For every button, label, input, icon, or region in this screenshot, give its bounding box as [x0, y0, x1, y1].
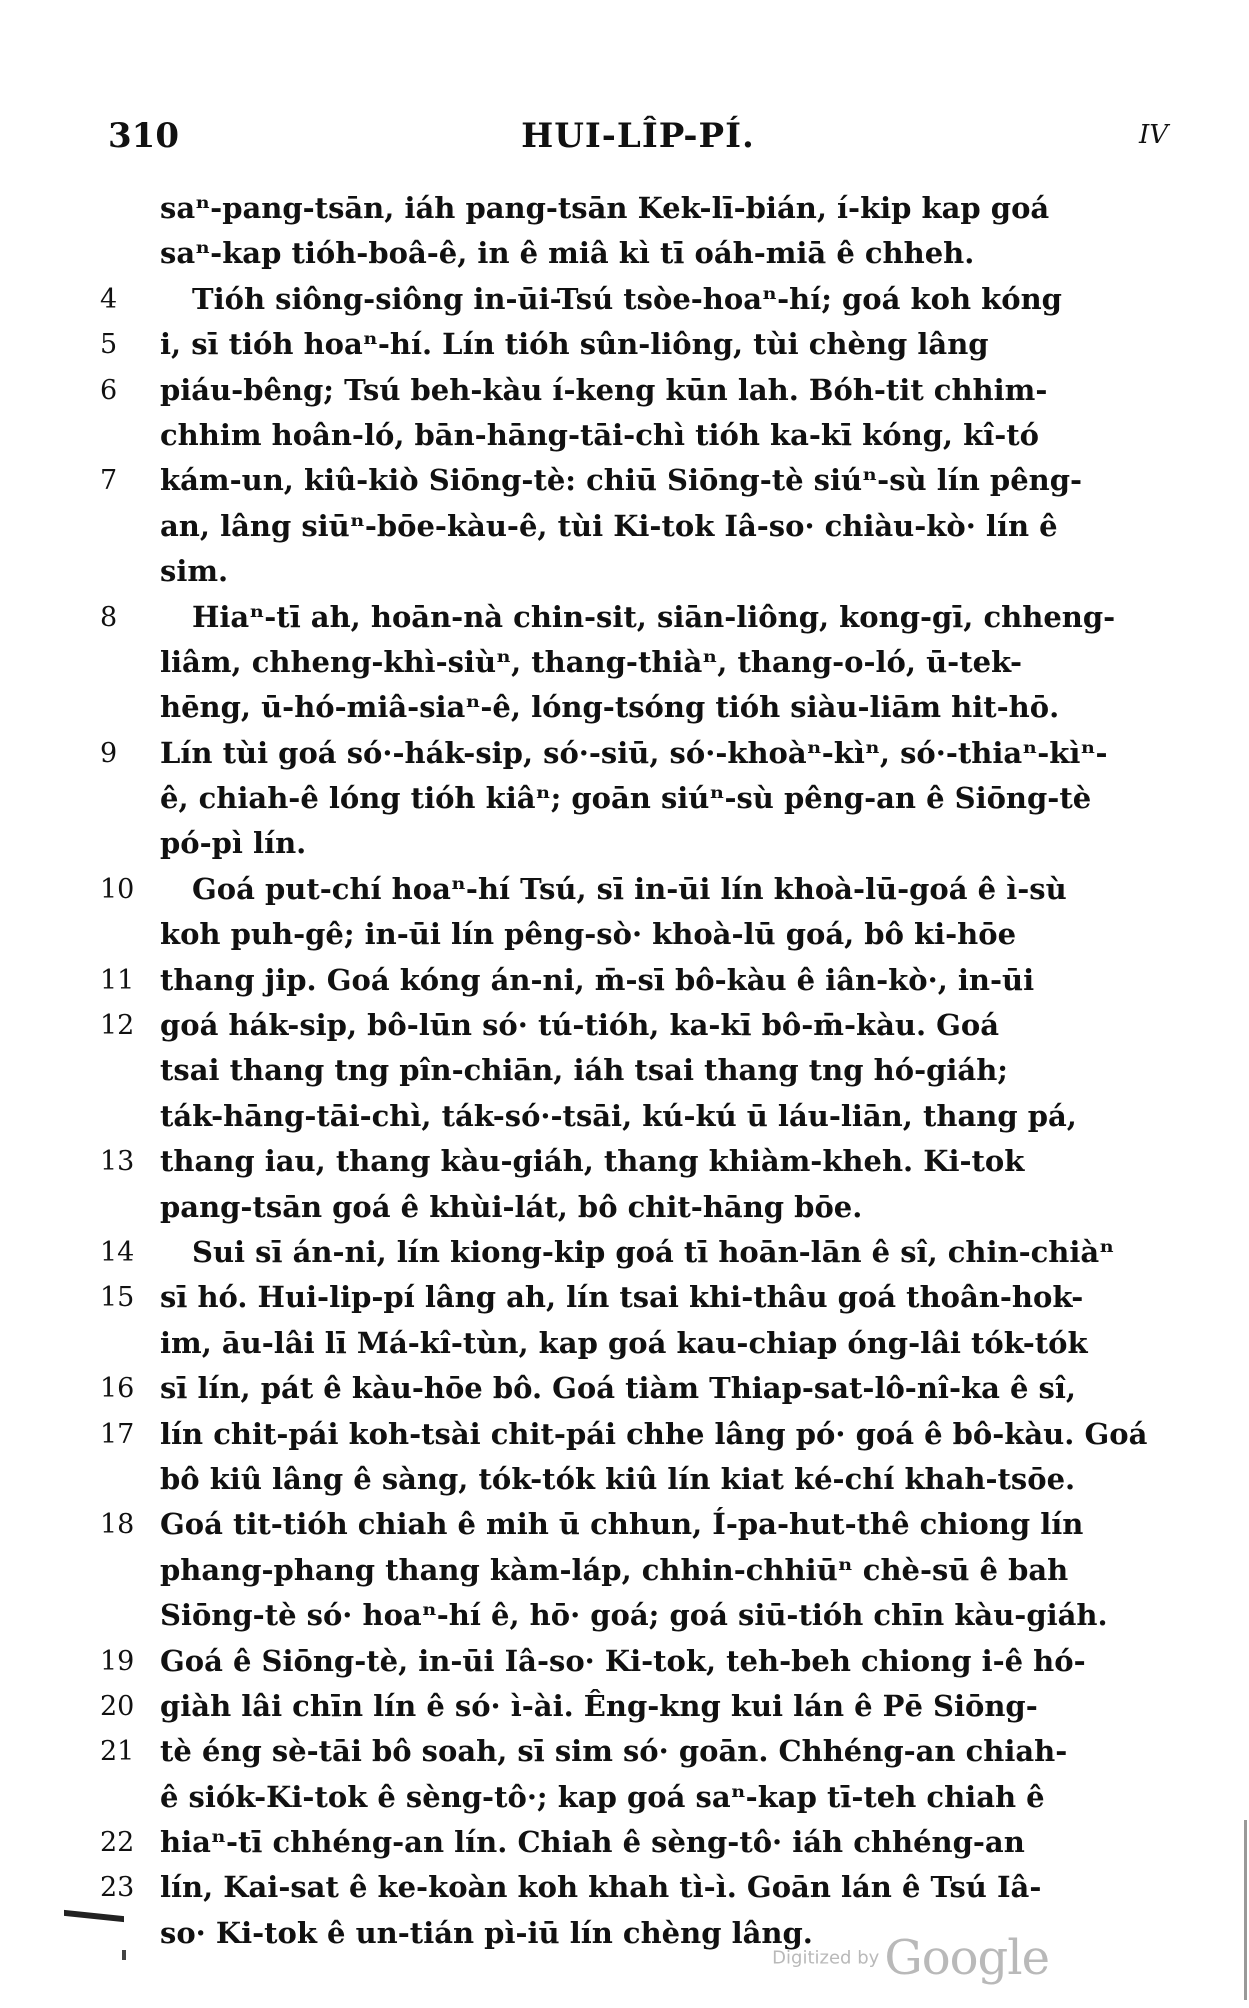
line-text: tè éng sè-tāi bô soah, sī sim só· goān. Chhéng-an chiah-: [160, 1734, 1068, 1769]
line-text: lín chit-pái koh-tsài chit-pái chhe lâng pó· goá ê bô-kàu. Goá: [160, 1416, 1148, 1451]
line-text: Siōng-tè só· hoaⁿ-hí ê, hō· goá; goá siū-tióh chīn kàu-giáh.: [160, 1598, 1108, 1633]
verse-number: 23: [100, 1872, 135, 1904]
text-line: [100, 322, 1180, 367]
text-line: [100, 1275, 1180, 1320]
text-line: [100, 1321, 1180, 1366]
line-text: pang-tsān goá ê khùi-lát, bô chit-hāng bōe.: [160, 1189, 863, 1224]
text-line: [100, 1230, 1180, 1275]
text-line: [100, 1775, 1180, 1820]
verse-number: 21: [100, 1736, 135, 1768]
line-text: phang-phang thang kàm-láp, chhin-chhiūⁿ chè-sū ê bah: [160, 1552, 1069, 1587]
digitization-watermark: [772, 1930, 1049, 1986]
line-text: piáu-bêng; Tsú beh-kàu í-keng kūn lah. Bóh-tit chhim-: [160, 372, 1048, 407]
page-edge: [1244, 1820, 1247, 2000]
line-text: ê siók-Ki-tok ê sèng-tô·; kap goá saⁿ-kap tī-teh chiah ê: [160, 1779, 1045, 1814]
text-line: [100, 1048, 1180, 1093]
verse-number: 7: [100, 465, 118, 497]
line-text: ê, chiah-ê lóng tióh kiâⁿ; goān siúⁿ-sù pêng-an ê Siōng-tè: [160, 781, 1092, 816]
text-line: [100, 1003, 1180, 1048]
text-line: [100, 1412, 1180, 1457]
line-text: bô kiû lâng ê sàng, tók-tók kiû lín kiat ké-chí khah-tsōe.: [160, 1461, 1076, 1496]
line-text: Goá ê Siōng-tè, in-ūi Iâ-so· Ki-tok, teh-beh chiong i-ê hó-: [160, 1643, 1086, 1678]
text-line: [100, 776, 1180, 821]
line-text: an, lâng siūⁿ-bōe-kàu-ê, tùi Ki-tok Iâ-so· chiàu-kò· lín ê: [160, 508, 1058, 543]
line-text: goá hák-sip, bô-lūn só· tú-tióh, ka-kī bô-m̄-kàu. Goá: [160, 1008, 1000, 1043]
text-line: [100, 1548, 1180, 1593]
line-text: chhim hoân-ló, bān-hāng-tāi-chì tióh ka-kī kóng, kî-tó: [160, 417, 1040, 452]
verse-number: 16: [100, 1373, 135, 1405]
line-text: koh puh-gê; in-ūi lín pêng-sò· khoà-lū goá, bô ki-hōe: [160, 917, 1017, 952]
page-body: [100, 186, 1180, 1956]
text-line: [100, 595, 1180, 640]
google-logo: Google: [884, 1930, 1049, 1986]
text-line: [100, 458, 1180, 503]
text-line: [100, 1593, 1180, 1638]
line-text: hēng, ū-hó-miâ-siaⁿ-ê, lóng-tsóng tióh siàu-liām hit-hō.: [160, 690, 1060, 725]
line-text: Goá tit-tióh chiah ê mih ū chhun, Í-pa-hut-thê chiong lín: [160, 1507, 1084, 1542]
verse-number: 20: [100, 1690, 135, 1722]
text-line: [100, 413, 1180, 458]
line-text: i, sī tióh hoaⁿ-hí. Lín tióh sûn-liông, tùi chèng lâng: [160, 327, 989, 362]
text-line: [100, 1684, 1180, 1729]
digitized-by-label: Digitized by: [772, 1947, 880, 1969]
page-number: 310: [108, 116, 179, 156]
line-text: sī hó. Hui-lip-pí lâng ah, lín tsai khi-thâu goá thoân-hok-: [160, 1280, 1084, 1315]
chapter-number: IV: [1138, 120, 1168, 150]
verse-number: 9: [100, 737, 118, 769]
verse-number: 4: [100, 283, 118, 315]
verse-number: 12: [100, 1010, 135, 1042]
line-text: kám-un, kiû-kiò Siōng-tè: chiū Siōng-tè siúⁿ-sù lín pêng-: [160, 463, 1083, 498]
line-text: giàh lâi chīn lín ê só· ì-ài. Êng-kng kui lán ê Pē Siōng-: [160, 1688, 1038, 1723]
text-line: [100, 277, 1180, 322]
verse-number: 15: [100, 1282, 135, 1314]
line-text: tsai thang tng pîn-chiān, iáh tsai thang tng hó-giáh;: [160, 1053, 1008, 1088]
text-line: [100, 1639, 1180, 1684]
text-line: [100, 1865, 1180, 1910]
text-line: [100, 731, 1180, 776]
verse-number: 19: [100, 1645, 135, 1677]
margin-tick: [122, 1950, 126, 1960]
line-text: Hiaⁿ-tī ah, hoān-nà chin-sit, siān-liông, kong-gī, chheng-: [192, 599, 1116, 634]
text-line: [100, 958, 1180, 1003]
line-text: thang jip. Goá kóng án-ni, m̄-sī bô-kàu ê iân-kò·, in-ūi: [160, 962, 1035, 997]
verse-number: 11: [100, 964, 135, 996]
text-line: [100, 186, 1180, 231]
verse-number: 14: [100, 1236, 135, 1268]
line-text: sī lín, pát ê kàu-hōe bô. Goá tiàm Thiap-sat-lô-nî-ka ê sî,: [160, 1371, 1076, 1406]
line-text: Sui sī án-ni, lín kiong-kip goá tī hoān-lān ê sî, chin-chiàⁿ: [192, 1234, 1115, 1269]
text-line: [100, 368, 1180, 413]
text-line: [100, 549, 1180, 594]
line-text: lín, Kai-sat ê ke-koàn koh khah tì-ì. Goān lán ê Tsú Iâ-: [160, 1870, 1042, 1905]
text-line: [100, 504, 1180, 549]
verse-number: 13: [100, 1146, 135, 1178]
line-text: saⁿ-pang-tsān, iáh pang-tsān Kek-lī-bián, í-kip kap goá: [160, 191, 1050, 225]
line-text: ták-hāng-tāi-chì, ták-só·-tsāi, kú-kú ū láu-liān, thang pá,: [160, 1098, 1077, 1133]
line-text: thang iau, thang kàu-giáh, thang khiàm-kheh. Ki-tok: [160, 1144, 1025, 1179]
verse-number: 8: [100, 601, 118, 633]
line-text: im, āu-lâi lī Má-kî-tùn, kap goá kau-chiap óng-lâi tók-tók: [160, 1325, 1088, 1360]
verse-number: 17: [100, 1418, 135, 1450]
verse-number: 22: [100, 1827, 135, 1859]
line-text: pó-pì lín.: [160, 826, 307, 861]
line-text: hiaⁿ-tī chhéng-an lín. Chiah ê sèng-tô· iáh chhéng-an: [160, 1825, 1025, 1860]
page-header: [108, 116, 1168, 166]
text-line: [100, 867, 1180, 912]
line-text: liâm, chheng-khì-siùⁿ, thang-thiàⁿ, thang-o-ló, ū-tek-: [160, 644, 1022, 679]
text-line: [100, 1457, 1180, 1502]
verse-number: 6: [100, 374, 118, 406]
text-line: [100, 1820, 1180, 1865]
text-line: [100, 685, 1180, 730]
line-text: sim.: [160, 554, 229, 589]
line-text: Lín tùi goá só·-hák-sip, só·-siū, só·-khoàⁿ-kìⁿ, só·-thiaⁿ-kìⁿ-: [160, 735, 1108, 770]
line-text: Tióh siông-siông in-ūi-Tsú tsòe-hoaⁿ-hí; goá koh kóng: [192, 281, 1062, 316]
text-line: [100, 640, 1180, 685]
verse-number: 18: [100, 1509, 135, 1541]
text-line: [100, 1139, 1180, 1184]
text-line: [100, 1094, 1180, 1139]
text-line: [100, 912, 1180, 957]
text-line: [100, 1185, 1180, 1230]
running-title: HUI-LÎP-PÍ.: [521, 116, 755, 156]
verse-number: 5: [100, 329, 118, 361]
line-text: saⁿ-kap tióh-boâ-ê, in ê miâ kì tī oáh-miā ê chheh.: [160, 236, 975, 271]
text-line: [100, 1366, 1180, 1411]
text-line: [100, 1729, 1180, 1774]
text-line: [100, 821, 1180, 866]
line-text: Goá put-chí hoaⁿ-hí Tsú, sī in-ūi lín khoà-lū-goá ê ì-sù: [192, 871, 1067, 906]
verse-number: 10: [100, 873, 135, 905]
text-line: [100, 231, 1180, 276]
line-text: so· Ki-tok ê un-tián pì-iū lín chèng lâng.: [160, 1915, 813, 1950]
text-line: [100, 1502, 1180, 1547]
